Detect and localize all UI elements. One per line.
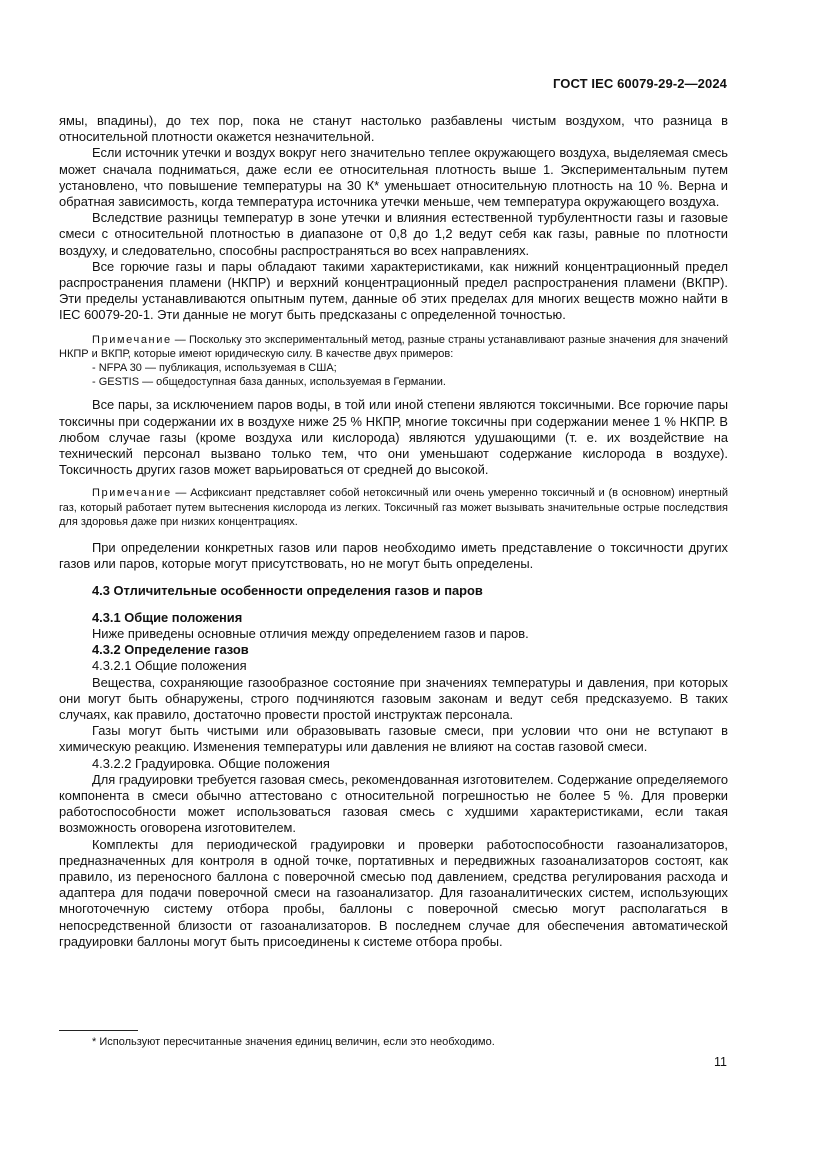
paragraph-gas-laws: Вещества, сохраняющие газообразное состояние при значениях температуры и давления, при которых они могут быть обнаружены, строго подчиняются газовым законам и ведут себя предсказуемо. В таких случаях, как правило, достаточно провести простой инструктаж персонала. [59,674,728,722]
document-code-header: ГОСТ IEC 60079-29-2—2024 [552,76,727,91]
note-label: Примечание [92,487,172,500]
note-list-item: - GESTIS — общедоступная база данных, используемая в Германии. [92,376,446,389]
paragraph-gas-mixtures: Газы могут быть чистыми или образовывать газовые смеси, при условии что они не вступают в химическую реакцию. Изменения температуры или давления не влияют на состав газовой смеси. [59,723,728,755]
paragraph-calibration-kits: Комплекты для периодической градуировки и проверки работоспособности газоанализаторов, предназначенных для контроля в одной точке, портативных и передвижных газоанализаторов состоят, как правило, из переносного баллона с поверочной смесью под давлением, средства регулирования расхода и адаптера для подачи поверочной смеси на газоанализатор. Для газоаналитических систем, использующих многоточечную систему отбора пробы, баллоны с поверочной смесью могут располагаться в непосредственной близости от газоанализаторов. В последнем случае для обеспечения автоматической градуировки баллоны могут быть присоединены к системе отбора пробы. [59,836,728,949]
note-text: Поскольку это экспериментальный метод, разные страны устанавливают разные значения для значений НКПР и ВКПР, которые имеют юридическую силу. В качестве двух примеров: [59,333,728,360]
section-heading-4-3: 4.3 Отличительные особенности определения газов и паров [92,583,483,599]
paragraph-differences: Ниже приведены основные отличия между определением газов и паров. [92,625,529,641]
paragraph-toxicity: Все пары, за исключением паров воды, в той или иной степени являются токсичными. Все горючие пары токсичны при содержании их в воздухе ниже 25 % НКПР, многие токсичны при содержании менее 1 % НКПР. В любом случае газы (кроме воздуха или кислорода) являются удушающими (т. е. их воздействие на технический персонал вызвано только тем, что они уменьшают содержание кислорода в воздухе). Токсичность других газов может варьироваться от средней до высокой. [59,397,728,478]
footnote: * Используют пересчитанные значения единиц величин, если это необходимо. [92,1036,495,1048]
paragraph-other-gases: При определении конкретных газов или паров необходимо иметь представление о токсичности других газов или паров, которые могут присутствовать, но не могут быть определены. [59,540,728,572]
footnote-separator [59,1030,138,1031]
paragraph-turbulence: Вследствие разницы температур в зоне утечки и влияния естественной турбулентности газы и газовые смеси с относительной плотностью в диапазоне от 0,8 до 1,2 ведут себя как газы, равные по плотности воздуху, и следовательно, способны распространяться во всех направлениях. [59,210,728,258]
note-text: Асфиксиант представляет собой нетоксичный или очень умеренно токсичный и (в основном) инертный газ, который работает путем вытеснения кислорода из легких. Токсичный газ может вызывать значительные острые последствия для здоровья даже при низких концентрациях. [59,487,728,528]
paragraph-explosive-limits: Все горючие газы и пары обладают такими характеристиками, как нижний концентрационный предел распространения пламени (НКПР) и верхний концентрационный предел распространения пламени (ВКПР). Эти пределы устанавливаются опытным путем, данные об этих пределах для многих веществ можно найти в IEC 60079-20-1. Эти данные не могут быть предсказаны с определенной точностью. [59,258,728,323]
note-explosive-limits: Примечание — Поскольку это экспериментальный метод, разные страны устанавливают разные значения для значений НКПР и ВКПР, которые имеют юридическую силу. В качестве двух примеров: [59,333,728,360]
section-heading-4-3-1: 4.3.1 Общие положения [92,609,243,625]
note-list-item: - NFPA 30 — публикация, используемая в США; [92,362,337,375]
section-heading-4-3-2-1: 4.3.2.1 Общие положения [92,658,247,674]
section-heading-4-3-2: 4.3.2 Определение газов [92,642,249,658]
note-asphyxiant: Примечание — Асфиксиант представляет собой нетоксичный или очень умеренно токсичный и (в основном) инертный газ, который работает путем вытеснения кислорода из легких. Токсичный газ может вызывать значительные острые последствия для здоровья даже при низких концентрациях. [59,487,728,528]
page-body [59,113,728,950]
paragraph-continuation: ямы, впадины), до тех пор, пока не станут настолько разбавлены чистым воздухом, что разница в относительной плотности окажется незначительной. [59,113,728,145]
section-heading-4-3-2-2: 4.3.2.2 Градуировка. Общие положения [92,755,330,771]
paragraph-temperature-effect: Если источник утечки и воздух вокруг него значительно теплее окружающего воздуха, выделяемая смесь может сначала подниматься, даже если ее относительная плотность выше 1. Экспериментальным путем установлено, что повышение температуры на 30 К* уменьшает относительную плотность на 10 %. Верна и обратная зависимость, когда температура источника утечки меньше, чем температура окружающего воздуха. [59,145,728,210]
note-label: Примечание [92,333,172,346]
page-number: 11 [714,1055,727,1069]
paragraph-calibration-mixture: Для градуировки требуется газовая смесь, рекомендованная изготовителем. Содержание определяемого компонента в смеси обычно аттестовано с относительной погрешностью не более 5 %. Для проверки работоспособности может использоваться газовая смесь с худшими характеристиками, если такая возможность оговорена изготовителем. [59,771,728,836]
